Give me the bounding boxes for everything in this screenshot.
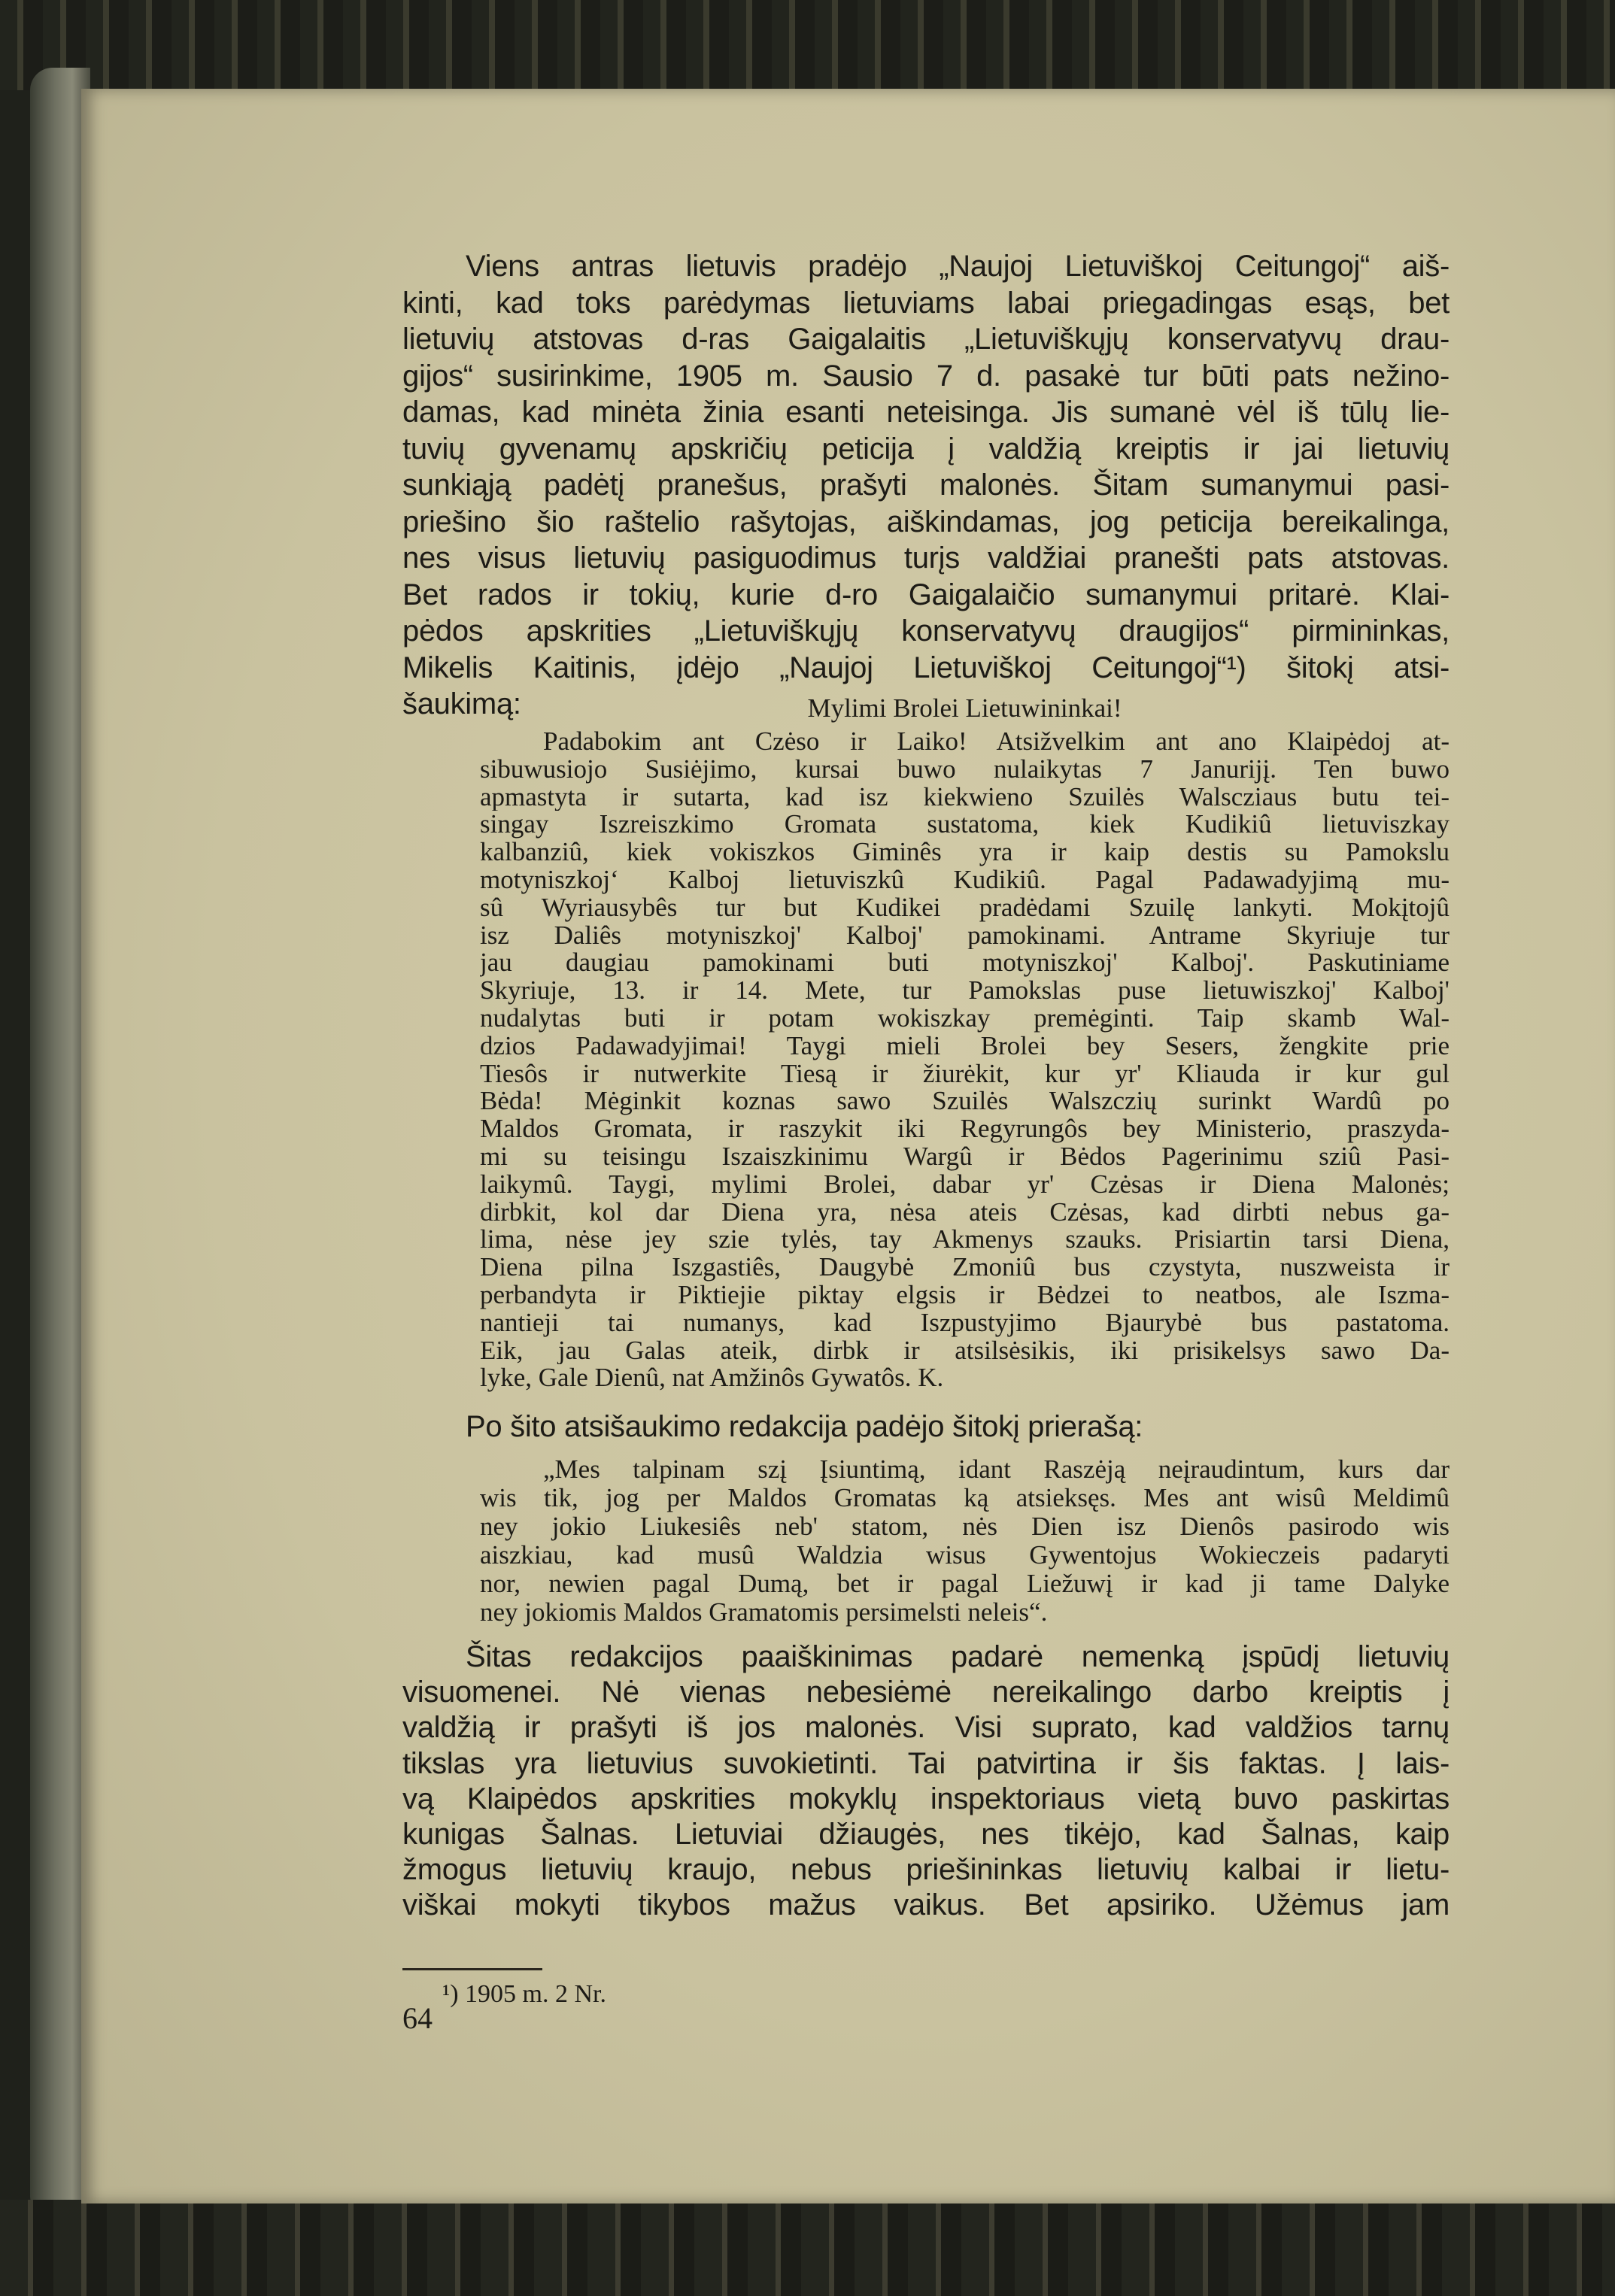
text-line: lima, nėse jey szie tylės, tay Akmenys szauks. Prisiartin tarsi Diena,	[480, 1226, 1450, 1254]
text-line: žmogus lietuvių kraujo, nebus priešininkas lietuvių kalbai ir lietu-	[402, 1853, 1450, 1887]
text-line: apmastyta ir sutarta, kad isz kiekwieno Szuilės Walscziaus butu tei-	[480, 783, 1450, 811]
scan-bottom-edge	[0, 2200, 1615, 2296]
text-line: mi su teisingu Iszaiszkinimu Wargû ir Bėdos Pagerinimu sziû Pasi-	[480, 1142, 1450, 1171]
text-line: aiszkiau, kad musû Waldzia wisus Gywentojus Wokieczeis padaryti	[480, 1541, 1450, 1570]
text-line: damas, kad minėta žinia esanti neteisinga. Jis sumanė vėl iš tūlų lie-	[402, 396, 1450, 429]
text-line: jau daugiau pamokinami buti motyniszkoj' Kalboj'. Paskutiniame	[480, 949, 1450, 978]
text-line: Bėda! Mėginkit koznas sawo Szuilės Walszczių surinkt Wardû po	[480, 1087, 1450, 1116]
footnote-rule	[402, 1968, 542, 1970]
text-line: Eik, jau Galas ateik, dirbk ir atsilsėsikis, iki prisikelsys sawo Da-	[480, 1336, 1450, 1365]
text-line: tikslas yra lietuvius suvokietinti. Tai patvirtina ir šis faktas. Į lais-	[402, 1746, 1450, 1780]
text-line: dzios Padawadyjimai! Taygi mieli Brolei bey Sesers, žengkite prie	[480, 1032, 1450, 1060]
closing-paragraph	[402, 1639, 1450, 1924]
text-line: „Mes talpinam szį Įsiuntimą, idant Raszėją neįraudintum, kurs dar	[543, 1455, 1450, 1484]
text-line: nantieji tai numanys, kad Iszpustyjimo Bjaurybė bus pastatoma.	[480, 1309, 1450, 1337]
text-line: Skyriuje, 13. ir 14. Mete, tur Pamokslas puse lietuwiszkoj' Kalboj'	[480, 977, 1450, 1005]
text-line: kunigas Šalnas. Lietuviai džiaugės, nes tikėjo, kad Šalnas, kaip	[402, 1818, 1450, 1852]
text-line: perbandyta ir Piktiejie piktay elgsis ir Bėdzei to neatbos, ale Iszma-	[480, 1281, 1450, 1309]
text-line: laikymû. Taygi, mylimi Brolei, dabar yr' Czėsas ir Diena Malonės;	[480, 1170, 1450, 1199]
text-line: Maldos Gromata, ir raszykit iki Regyrungôs bey Ministerio, praszyda-	[480, 1115, 1450, 1143]
text-line: nes visus lietuvių pasiguodimus turįs valdžiai pranešti pats atstovas.	[402, 541, 1450, 575]
text-line: lietuvių atstovas d-ras Gaigalaitis „Lietuviškųjų konservatyvų drau-	[402, 323, 1450, 356]
text-line: isz Daliês motyniszkoj' Kalboj' pamokinami. Antrame Skyriuje tur	[480, 921, 1450, 950]
text-line: ney jokio Liukesiês neb' statom, nės Dien isz Dienôs pasirodo wis	[480, 1512, 1450, 1541]
text-line: kalbanziû, kiek vokiszkos Giminês yra ir kaip destis su Pamokslu	[480, 839, 1450, 866]
text-line: visuomenei. Nė vienas nebesiėmė nereikalingo darbo kreiptis į	[402, 1676, 1450, 1709]
text-line: motyniszkoj‘ Kalboj lietuviszkû Kudikiû. Pagal Padawadyjimą mu-	[480, 866, 1450, 894]
text-line: tuvių gyvenamų apskričių peticija į valdžią kreiptis ir jai lietuvių	[402, 432, 1450, 466]
text-line: Diena pilna Iszgastiês, Daugybė Zmoniû bus czystyta, nuszweista ir	[480, 1254, 1450, 1281]
text-line: dirbkit, kol dar Diena yra, nėsa ateis Czėsas, kad dirbti nebus ga-	[480, 1198, 1450, 1227]
text-line: priešino šio raštelio rašytojas, aiškindamas, jog peticija bereikalinga,	[402, 505, 1450, 538]
text-line: gijos“ susirinkime, 1905 m. Sausio 7 d. pasakė tur būti pats nežino-	[402, 359, 1450, 393]
text-line: šaukimą:	[402, 687, 521, 720]
postscript-intro: Po šito atsišaukimo redakcija padėjo šitokį prierašą:	[466, 1410, 1143, 1443]
text-line: valdžią ir prašyti iš jos malonės. Visi suprato, kad valdžios tarnų	[402, 1711, 1450, 1745]
text-line: Bet rados ir tokių, kurie d-ro Gaigalaičio sumanymui pritarė. Klai-	[402, 578, 1450, 611]
letter-salutation: Mylimi Brolei Lietuwininkai!	[807, 693, 1122, 723]
text-line: Padabokim ant Czėso ir Laiko! Atsižvelkim ant ano Klaipėdoj at-	[543, 728, 1450, 756]
text-line: singay Iszreiszkimo Gromata sustatoma, kiek Kudikiû lietuviszkay	[480, 811, 1450, 839]
text-line: vą Klaipėdos apskrities mokyklų inspektoriaus vietą buvo paskirtas	[402, 1782, 1450, 1815]
text-line: ney jokiomis Maldos Gramatomis persimelsti neleis“.	[480, 1598, 1048, 1627]
editor-note	[480, 1455, 1450, 1627]
text-line: Šitas redakcijos paaiškinimas padarė nemenką įspūdį lietuvių	[466, 1640, 1450, 1673]
text-line: Tiesôs ir nutwerkite Tiesą ir žiurėkit, kur yr' Kliauda ir kur gul	[480, 1060, 1450, 1088]
text-line: pėdos apskrities „Lietuviškųjų konservatyvų draugijos“ pirmininkas,	[402, 614, 1450, 648]
text-line: Viens antras lietuvis pradėjo „Naujoj Lietuviškoj Ceitungoj“ aiš-	[466, 250, 1450, 283]
text-line: sû Wyriausybês tur but Kudikei pradėdami Szuilę lankyti. Mokįtojû	[480, 893, 1450, 922]
footnote: ¹) 1905 m. 2 Nr.	[442, 1980, 606, 2008]
page-number: 64	[402, 2001, 433, 2035]
text-line: sibuwusiojo Susiėjimo, kursai buwo nulaikytas 7 Janurijį. Ten buwo	[480, 755, 1450, 784]
text-line: wis tik, jog per Maldos Gromatas ką atsieksęs. Mes ant wisû Meldimû	[480, 1484, 1450, 1512]
text-line: kinti, kad toks parėdymas lietuviams labai priegadingas esąs, bet	[402, 286, 1450, 320]
letter-body	[480, 728, 1450, 1392]
text-line: viškai mokyti tikybos mažus vaikus. Bet apsiriko. Užėmus jam	[402, 1888, 1450, 1922]
main-paragraph	[402, 248, 1450, 723]
text-line: sunkiąją padėtį pranešus, prašyti malonės. Šitam sumanymui pasi-	[402, 469, 1450, 502]
scan-top-edge	[0, 0, 1615, 90]
text-line: nor, newien pagal Dumą, bet ir pagal Liežuwį ir kad ji tame Dalyke	[480, 1570, 1450, 1598]
text-line: nudalytas buti ir potam wokiszkay premėginti. Taip skamb Wal-	[480, 1004, 1450, 1033]
text-line: lyke, Gale Dienû, nat Amžinôs Gywatôs. K.	[480, 1364, 944, 1393]
text-line: Mikelis Kaitinis, įdėjo „Naujoj Lietuviškoj Ceitungoj“¹) šitokį atsi-	[402, 651, 1450, 684]
